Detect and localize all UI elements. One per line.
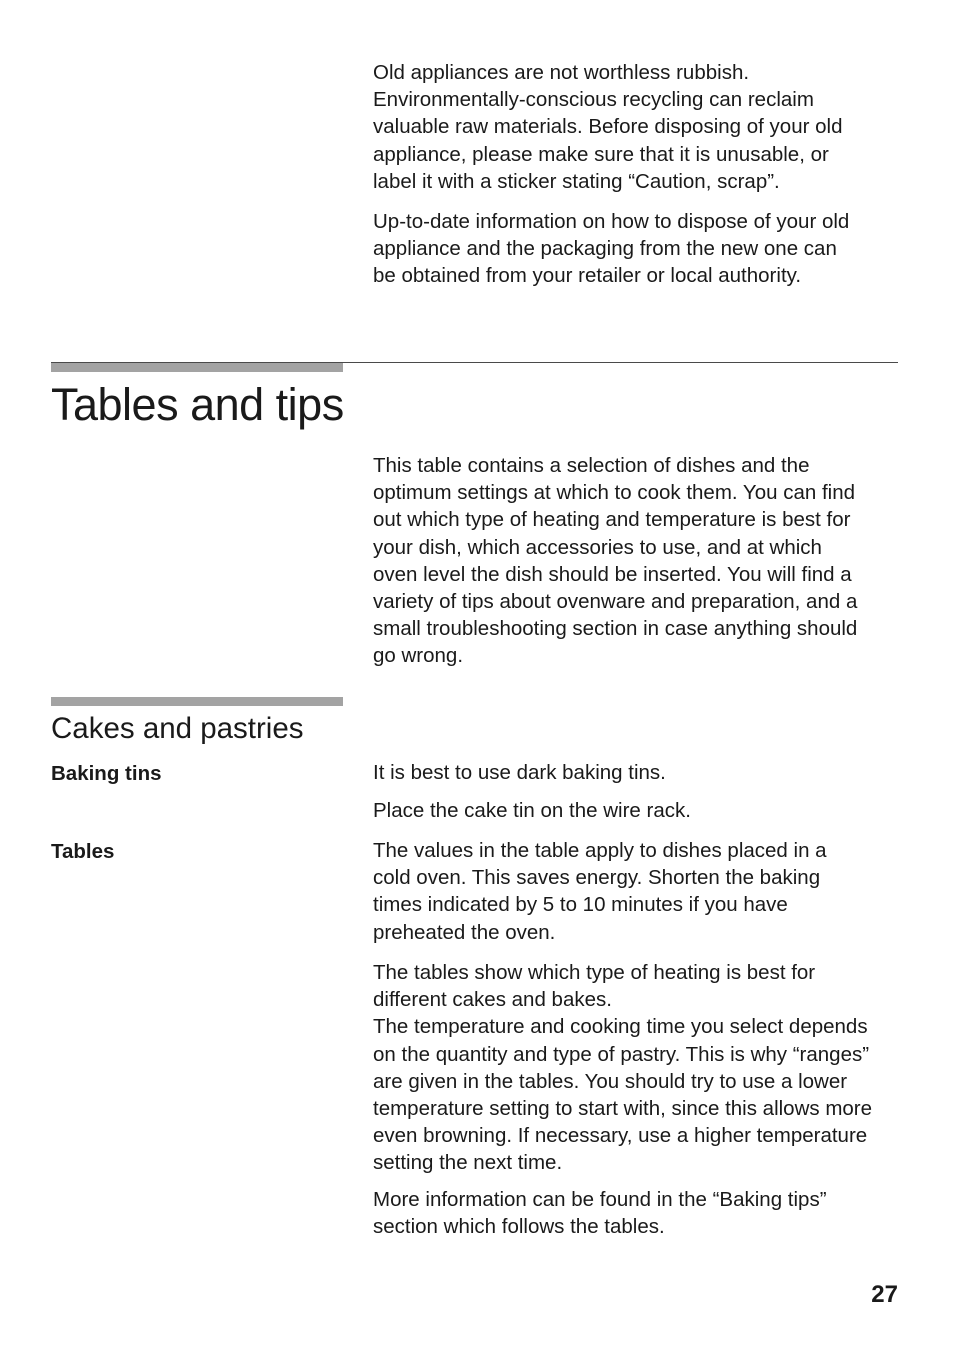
page-number: 27 xyxy=(871,1281,898,1308)
baking-tins-label: Baking tins xyxy=(51,762,162,785)
baking-tins-paragraph-2: Place the cake tin on the wire rack. xyxy=(373,799,691,822)
subsection-accent-bar xyxy=(51,697,343,706)
tables-label: Tables xyxy=(51,840,115,863)
page-title: Tables and tips xyxy=(51,379,344,430)
tables-paragraph-3: More information can be found in the “Baking tips” section which follows the tables. xyxy=(373,1188,827,1239)
subsection-title: Cakes and pastries xyxy=(51,712,304,745)
baking-tins-paragraph-1: It is best to use dark baking tins. xyxy=(373,761,666,784)
tables-paragraph-2: The tables show which type of heating is best for different cakes and bakes. The temperature and cooking time you select depends on the quantity and type of pastry. This is why “ranges” are given in the tables. You should try to use a lower temperature setting to start with, since this allows more even browning. If necessary, use a higher temperature setting the next time. xyxy=(373,961,873,1175)
section-description: This table contains a selection of dishes and the optimum settings at which to cook them. You can find out which type of heating and temperature is best for your dish, which accessories to use, and at which oven level the dish should be inserted. You will find a variety of tips about ovenware and preparation, and a small troubleshooting section in case anything should go wrong. xyxy=(373,454,858,668)
disposal-paragraph-1: Old appliances are not worthless rubbish. Environmentally-conscious recycling can reclaim valuable raw materials. Before disposing of your old appliance, please make sure that it is unusable, or label it with a sticker stating “Caution, scrap”. xyxy=(373,61,843,193)
section-accent-bar xyxy=(51,363,343,372)
disposal-paragraph-2: Up-to-date information on how to dispose of your old appliance and the packaging from the new one can be obtained from your retailer or local authority. xyxy=(373,210,850,288)
tables-paragraph-1: The values in the table apply to dishes placed in a cold oven. This saves energy. Shorten the baking times indicated by 5 to 10 minutes if you have preheated the oven. xyxy=(373,839,827,944)
